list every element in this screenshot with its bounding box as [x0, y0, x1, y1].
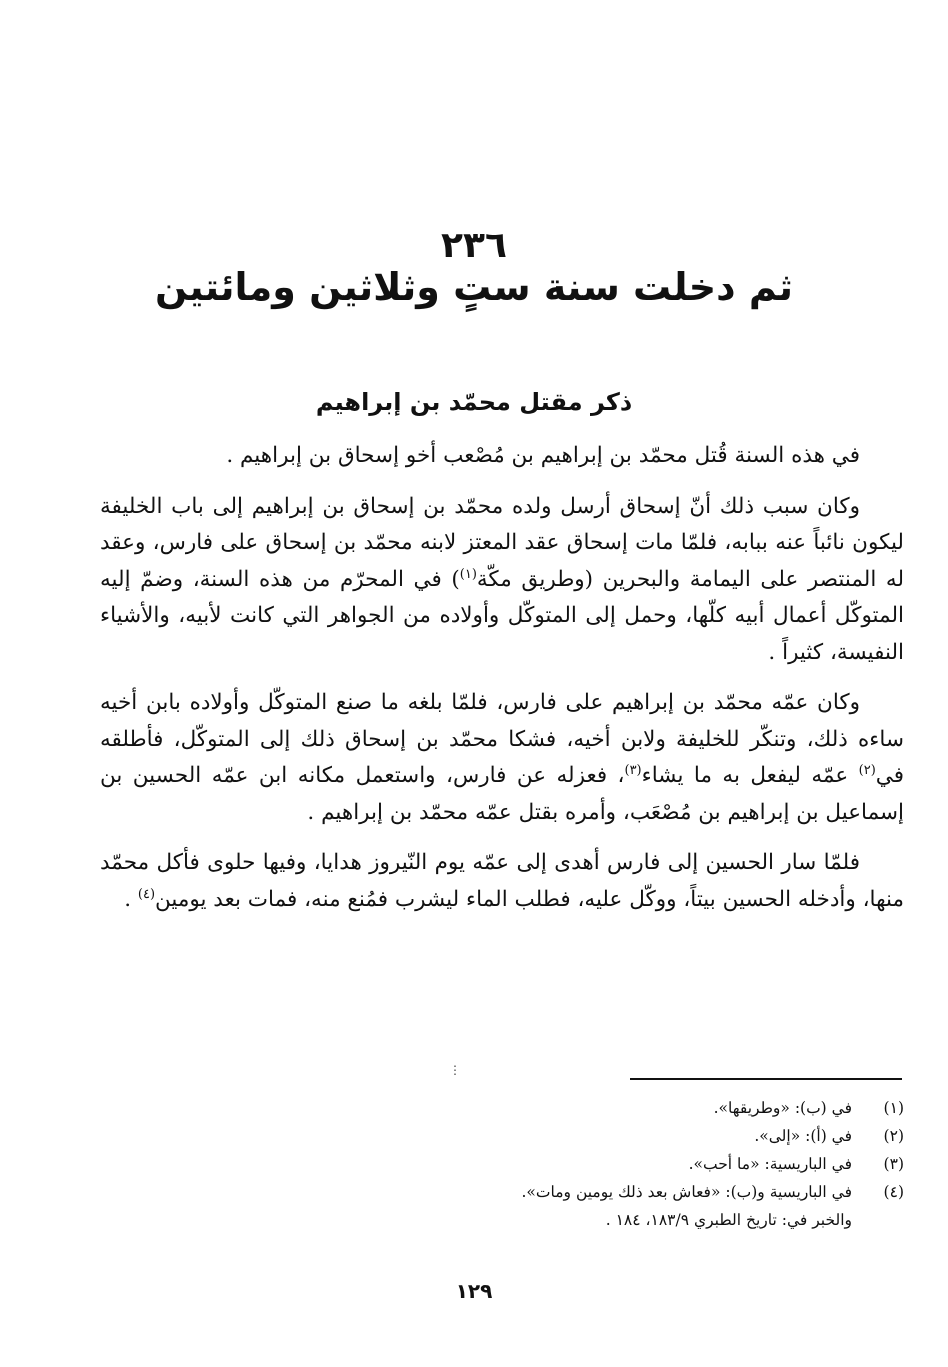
- paragraph-3-text: وكان عمّه محمّد بن إبراهيم على فارس، فلمّا بلغه ما صنع المتوكّل وأولاده بابن أخيه ساءه ذلك، وتنكّر للخليفة ولابن أخيه، فشكا محمّد بن إسحاق ذلك إلى المتوكّل، فأطلقه في: [100, 690, 904, 788]
- footnote-text: في الباريسية: «ما أحب».: [688, 1155, 852, 1173]
- paragraph-2-text-end: ) في المحرّم من هذه السنة، وضمّ إليه المتوكّل أعمال أبيه كلّها، وحمل إلى المتوكّل وأولاده من الجواهر التي كانت لأبيه، والأشياء النفيسة، كثيراً .: [100, 566, 904, 665]
- footnotes: [380, 1094, 904, 1234]
- paragraph-4-text-end: .: [124, 886, 138, 912]
- footnote-text: في (ب): «وطريقها».: [713, 1099, 852, 1117]
- paragraph-3: [100, 685, 904, 831]
- footnote-number: (٤): [883, 1183, 904, 1201]
- section-title: ذكر مقتل محمّد بن إبراهيم: [315, 388, 633, 416]
- paragraph-4: [100, 845, 904, 918]
- footnote-number: (٢): [883, 1127, 904, 1145]
- footnote-ref-3[interactable]: (٣): [624, 762, 642, 778]
- chapter-title: ثم دخلت سنة ستٍ وثلاثين ومائتين: [155, 265, 793, 309]
- paragraph-2: [100, 489, 904, 672]
- paragraph-4-text: فلمّا سار الحسين إلى فارس أهدى إلى عمّه يوم النّيروز هدايا، وفيها حلوى فأكل محمّد منها، وأدخله الحسين بيتاً، ووكّل عليه، فطلب الماء ليشرب فمُنع منه، فمات بعد يومين: [100, 850, 904, 912]
- footnote-ref-4[interactable]: (٤): [137, 886, 156, 902]
- paragraph-3-text-end: ، فعزله عن فارس، واستعمل مكانه ابن عمّه الحسين بن إسماعيل بن إبراهيم بن مُصْعَب، وأمره بقتل عمّه محمّد بن إبراهيم .: [100, 763, 904, 825]
- footnote-3: [380, 1150, 904, 1178]
- footnote-4: [380, 1178, 904, 1206]
- paragraph-1-text: في هذه السنة قُتل محمّد بن إبراهيم بن مُصْعب أخو إسحاق بن إبراهيم .: [226, 443, 860, 468]
- footnote-number: (١): [883, 1099, 904, 1117]
- chapter-number: ٢٣٦: [441, 225, 507, 266]
- paragraph-3-text-mid: عمّه ليفعل به ما يشاء: [641, 763, 859, 788]
- paragraph-2-text: وكان سبب ذلك أنّ إسحاق أرسل ولده محمّد بن إسحاق بن إبراهيم إلى باب الخليفة ليكون نائباً عنه ببابه، فلمّا مات إسحاق عقد المعتز لابنه محمّد بن إسحاق على فارس، وعقد له المنتصر على اليمامة والبحرين (وطريق مكّة: [100, 493, 904, 592]
- main-text: [100, 438, 904, 932]
- footnote-text: في (أ): «إلى».: [754, 1127, 852, 1145]
- footnote-divider: [630, 1078, 902, 1080]
- footnote-number: (٣): [883, 1155, 904, 1173]
- footnote-ref-2[interactable]: (٢): [858, 762, 876, 778]
- footnote-text: في الباريسية و(ب): «فعاش بعد ذلك يومين ومات».: [521, 1183, 852, 1201]
- scan-speck: ⋮: [449, 1063, 461, 1077]
- footnote-2: [380, 1122, 904, 1150]
- footnote-source: والخبر في: تاريخ الطبري ١٨٣/٩، ١٨٤ .: [605, 1211, 852, 1229]
- paragraph-1: [100, 438, 904, 475]
- footnote-ref-1[interactable]: (١): [459, 566, 477, 582]
- footnote-1: [380, 1094, 904, 1122]
- page-number: ١٢٩: [455, 1279, 493, 1303]
